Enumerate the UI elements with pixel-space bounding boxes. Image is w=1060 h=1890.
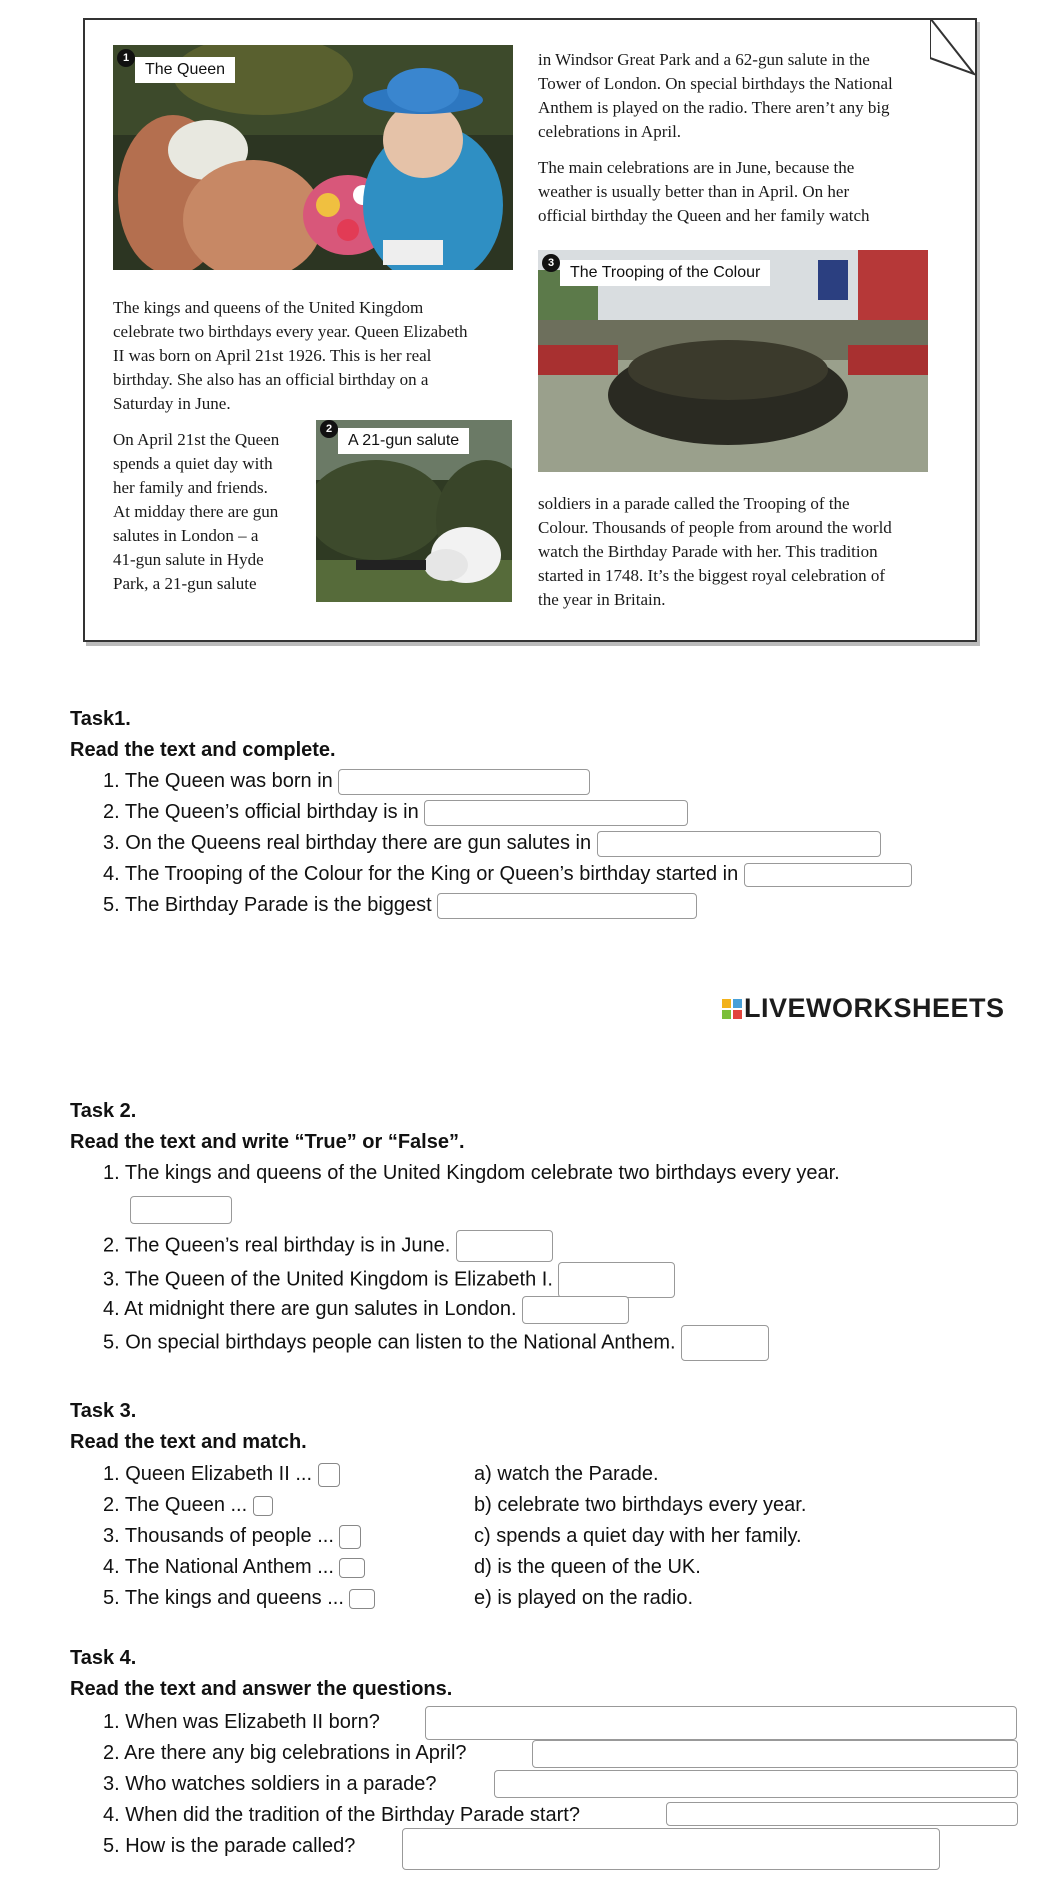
task2-item-1 bbox=[103, 1158, 840, 1188]
task2-answer-5[interactable] bbox=[681, 1325, 769, 1361]
task4-item-text: 5. How is the parade called? bbox=[103, 1835, 356, 1857]
text-line: Saturday in June. bbox=[113, 394, 231, 413]
text-line: Tower of London. On special birthdays the National bbox=[538, 74, 893, 93]
task1-item-text: 1. The Queen was born in bbox=[103, 770, 333, 792]
task4-item-3 bbox=[103, 1769, 437, 1799]
task2-item-text: 4. At midnight there are gun salutes in London. bbox=[103, 1298, 517, 1320]
text-line: celebrate two birthdays every year. Queen Elizabeth bbox=[113, 322, 468, 341]
task1-item-5 bbox=[103, 890, 697, 920]
col2-bottom-text bbox=[538, 492, 968, 612]
task4-item-text: 2. Are there any big celebrations in April? bbox=[103, 1742, 467, 1764]
task1-answer-3[interactable] bbox=[597, 831, 881, 857]
text-line: official birthday the Queen and her family watch bbox=[538, 206, 870, 225]
task4-answer-3[interactable] bbox=[494, 1770, 1018, 1798]
task4-item-4 bbox=[103, 1800, 580, 1830]
task3-right-c: c) spends a quiet day with her family. bbox=[474, 1525, 802, 1547]
text-line: At midday there are gun bbox=[113, 502, 279, 521]
text-line: in Windsor Great Park and a 62-gun salute in the bbox=[538, 50, 870, 69]
task1-answer-5[interactable] bbox=[437, 893, 697, 919]
text-line: Colour. Thousands of people from around the world bbox=[538, 518, 892, 537]
task3-left-4 bbox=[103, 1552, 365, 1582]
task3-answer-3[interactable] bbox=[339, 1525, 361, 1549]
photo2-caption: A 21-gun salute bbox=[338, 428, 469, 454]
text-line: watch the Birthday Parade with her. This tradition bbox=[538, 542, 878, 561]
task3-right-a: a) watch the Parade. bbox=[474, 1463, 659, 1485]
text-line: soldiers in a parade called the Trooping of the bbox=[538, 494, 850, 513]
photo1-number: 1 bbox=[117, 49, 135, 67]
task4-instruction: Read the text and answer the questions. bbox=[70, 1678, 453, 1700]
task2-instruction: Read the text and write “True” or “False”. bbox=[70, 1131, 465, 1153]
text-line: On April 21st the Queen bbox=[113, 430, 280, 449]
task3-left-5 bbox=[103, 1583, 375, 1613]
task3-left-text: 3. Thousands of people ... bbox=[103, 1525, 334, 1547]
task3-answer-2[interactable] bbox=[253, 1496, 273, 1516]
task1-item-2 bbox=[103, 797, 688, 827]
liveworksheets-text: LIVEWORKSHEETS bbox=[744, 993, 1005, 1023]
gun-salute-photo bbox=[316, 420, 512, 602]
task3-right-b: b) celebrate two birthdays every year. bbox=[474, 1494, 807, 1516]
text-line: started in 1748. It’s the biggest royal celebration of bbox=[538, 566, 885, 585]
text-line: birthday. She also has an official birthday on a bbox=[113, 370, 429, 389]
text-line: The main celebrations are in June, because the bbox=[538, 158, 855, 177]
text-line: celebrations in April. bbox=[538, 122, 682, 141]
text-line: The kings and queens of the United Kingdom bbox=[113, 298, 424, 317]
task2-title: Task 2. bbox=[70, 1100, 137, 1122]
task2-item-text: 2. The Queen’s real birthday is in June. bbox=[103, 1234, 451, 1257]
photo1-caption: The Queen bbox=[135, 57, 235, 83]
task2-answer-2[interactable] bbox=[456, 1230, 553, 1262]
task2-answer-1[interactable] bbox=[130, 1196, 232, 1224]
task4-answer-4[interactable] bbox=[666, 1802, 1018, 1826]
task1-item-text: 5. The Birthday Parade is the biggest bbox=[103, 894, 432, 916]
text-line: II was born on April 21st 1926. This is her real bbox=[113, 346, 432, 365]
task4-item-2 bbox=[103, 1738, 467, 1768]
task2-item-3 bbox=[103, 1262, 675, 1298]
task4-answer-5[interactable] bbox=[402, 1828, 940, 1870]
task3-left-2 bbox=[103, 1490, 273, 1520]
liveworksheets-icon bbox=[722, 999, 742, 1019]
task4-title: Task 4. bbox=[70, 1647, 137, 1669]
task2-answer-3[interactable] bbox=[558, 1262, 675, 1298]
task1-answer-4[interactable] bbox=[744, 863, 912, 887]
text-line: weather is usually better than in April. On her bbox=[538, 182, 850, 201]
task2-item-text: 3. The Queen of the United Kingdom is Elizabeth I. bbox=[103, 1268, 553, 1291]
task3-title: Task 3. bbox=[70, 1400, 137, 1422]
task3-left-1 bbox=[103, 1459, 340, 1489]
task1-title: Task1. bbox=[70, 708, 131, 730]
text-line: the year in Britain. bbox=[538, 590, 666, 609]
task3-right-e: e) is played on the radio. bbox=[474, 1587, 694, 1609]
task1-answer-1[interactable] bbox=[338, 769, 590, 795]
photo2-number: 2 bbox=[320, 420, 338, 438]
text-line: her family and friends. bbox=[113, 478, 268, 497]
task4-item-text: 4. When did the tradition of the Birthday Parade start? bbox=[103, 1804, 580, 1826]
task4-item-1 bbox=[103, 1707, 380, 1737]
text-line: 41-gun salute in Hyde bbox=[113, 550, 264, 569]
task3-left-text: 4. The National Anthem ... bbox=[103, 1556, 334, 1578]
task3-answer-1[interactable] bbox=[318, 1463, 340, 1487]
task1-item-3 bbox=[103, 828, 881, 858]
text-line: salutes in London – a bbox=[113, 526, 259, 545]
task2-item-5 bbox=[103, 1325, 769, 1361]
task2-item-4 bbox=[103, 1294, 629, 1324]
task2-item-text: 5. On special birthdays people can listen to the National Anthem. bbox=[103, 1331, 676, 1354]
text-line: Park, a 21-gun salute bbox=[113, 574, 257, 593]
queen-photo bbox=[113, 45, 513, 270]
col1-lower-text bbox=[113, 428, 313, 596]
task3-left-text: 5. The kings and queens ... bbox=[103, 1587, 344, 1609]
task3-answer-4[interactable] bbox=[339, 1558, 365, 1578]
col1-intro-text bbox=[113, 296, 533, 416]
task3-instruction: Read the text and match. bbox=[70, 1431, 307, 1453]
photo3-caption: The Trooping of the Colour bbox=[560, 260, 770, 286]
task2-item-text: 1. The kings and queens of the United Kingdom celebrate two birthdays every year. bbox=[103, 1162, 840, 1184]
task1-item-4 bbox=[103, 859, 912, 889]
task1-item-1 bbox=[103, 766, 590, 796]
task1-answer-2[interactable] bbox=[424, 800, 688, 826]
liveworksheets-logo bbox=[722, 993, 1005, 1024]
task4-answer-2[interactable] bbox=[532, 1740, 1018, 1768]
task3-answer-5[interactable] bbox=[349, 1589, 375, 1609]
task3-left-text: 1. Queen Elizabeth II ... bbox=[103, 1463, 313, 1485]
col2-top-text bbox=[538, 48, 968, 144]
task3-left-text: 2. The Queen ... bbox=[103, 1494, 248, 1516]
task4-item-5 bbox=[103, 1831, 355, 1861]
task2-answer-4[interactable] bbox=[522, 1296, 629, 1324]
text-line: spends a quiet day with bbox=[113, 454, 273, 473]
task4-item-text: 3. Who watches soldiers in a parade? bbox=[103, 1773, 437, 1795]
task1-item-text: 2. The Queen’s official birthday is in bbox=[103, 801, 419, 823]
text-line: Anthem is played on the radio. There aren’t any big bbox=[538, 98, 890, 117]
col2-mid-text bbox=[538, 156, 968, 228]
trooping-photo bbox=[538, 250, 928, 472]
task2-item-2 bbox=[103, 1230, 553, 1262]
photo3-number: 3 bbox=[542, 254, 560, 272]
task1-item-text: 4. The Trooping of the Colour for the King or Queen’s birthday started in bbox=[103, 863, 739, 885]
task1-instruction: Read the text and complete. bbox=[70, 739, 336, 761]
task3-left-3 bbox=[103, 1521, 361, 1551]
task4-answer-1[interactable] bbox=[425, 1706, 1017, 1740]
task1-item-text: 3. On the Queens real birthday there are gun salutes in bbox=[103, 832, 592, 854]
task3-right-d: d) is the queen of the UK. bbox=[474, 1556, 701, 1578]
task4-item-text: 1. When was Elizabeth II born? bbox=[103, 1711, 380, 1733]
